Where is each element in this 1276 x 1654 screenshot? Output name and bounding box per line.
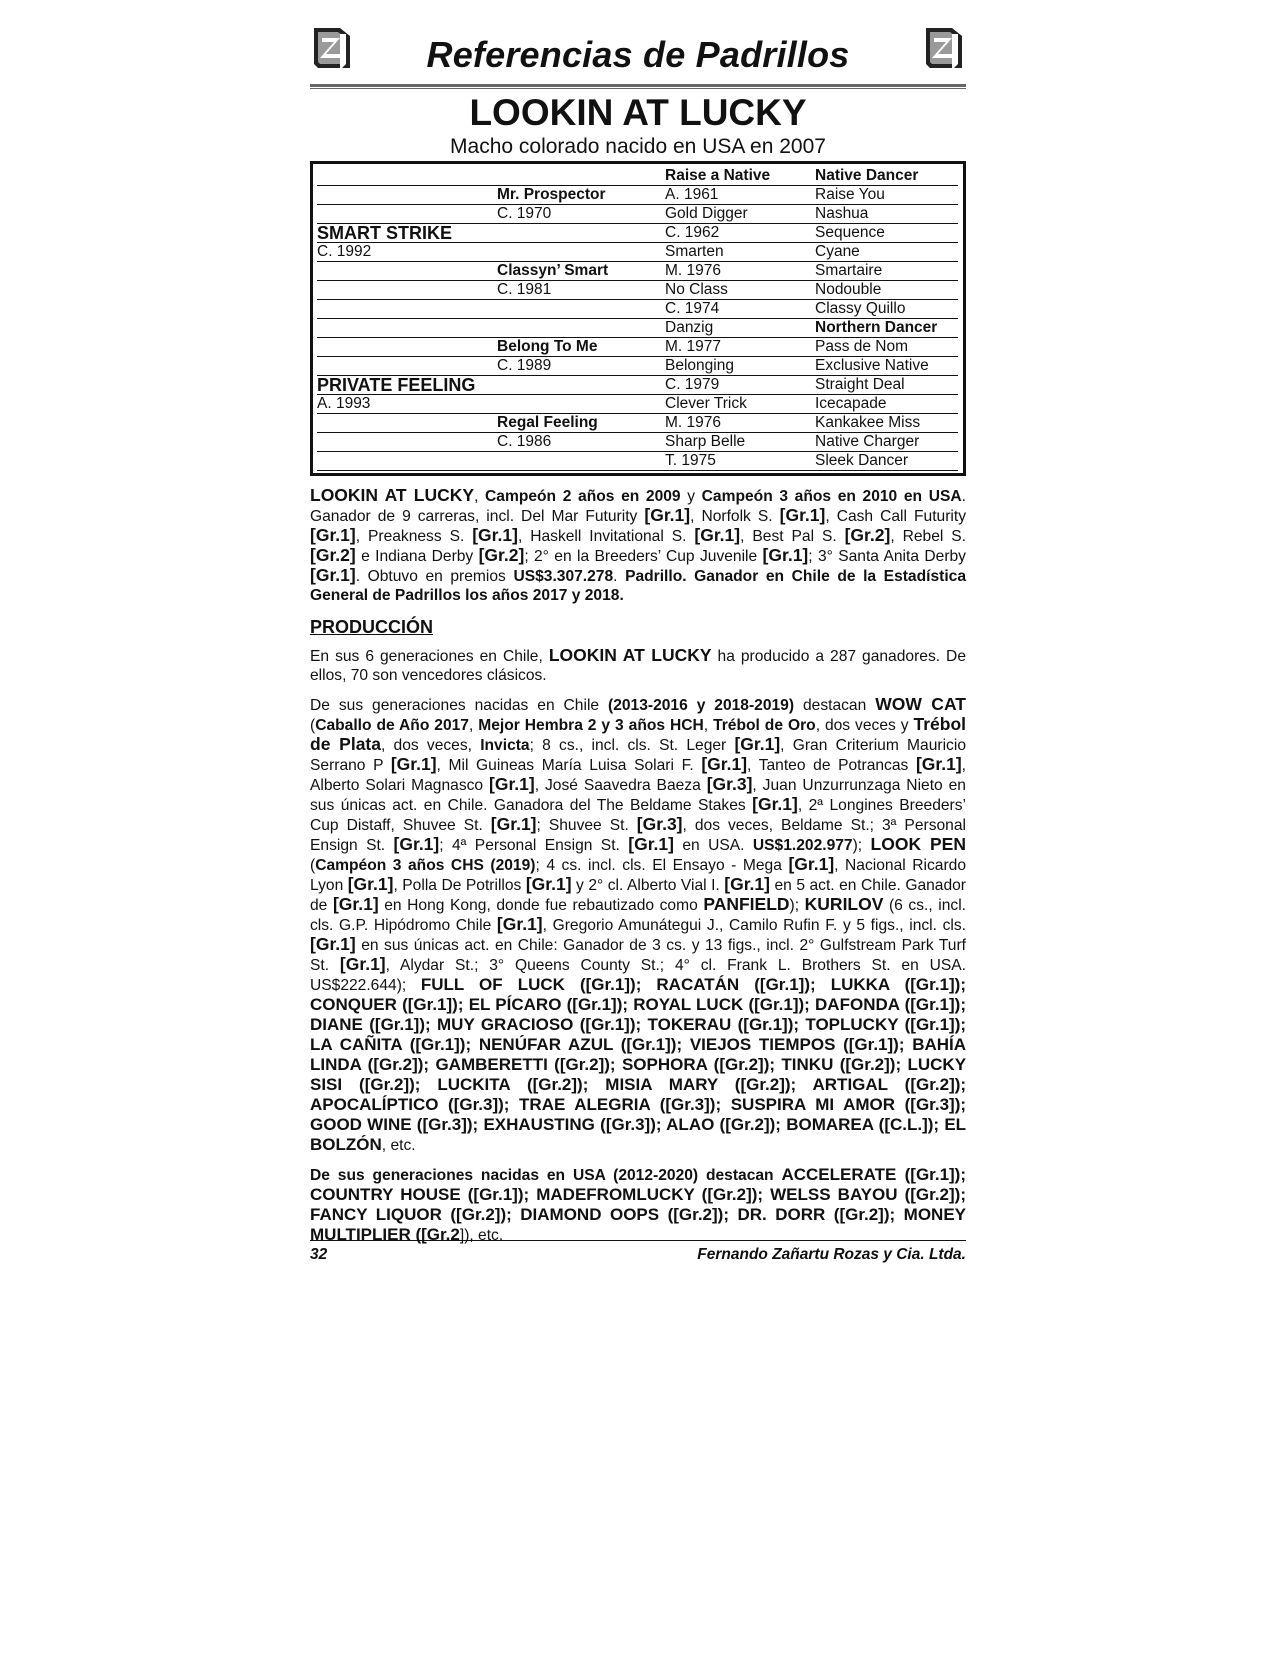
grade: [Gr.1] [339, 954, 386, 974]
text: , Preakness S. [355, 528, 473, 545]
offspring-name: ROYAL LUCK [633, 995, 744, 1014]
pedigree-row [317, 186, 959, 205]
horse-name-inline: LOOKIN AT LUCKY [548, 645, 712, 665]
offspring-name: LUKKA [830, 975, 890, 994]
pedigree-row [317, 243, 959, 262]
offspring-name: FULL OF LUCK [420, 975, 565, 994]
pedigree-cell: Native Charger [815, 433, 958, 452]
pedigree-cell [317, 300, 497, 319]
grade: [Gr.1] [310, 525, 356, 545]
pedigree-cell [317, 262, 497, 281]
text: (6 cs., incl. cls. G.P. Hipódromo Chile [310, 897, 967, 934]
pedigree-cell: Clever Trick [665, 395, 815, 414]
grade: [Gr.1] [572, 995, 617, 1014]
pedigree-cell: C. 1986 [497, 433, 665, 452]
offspring-name: NENÚFAR AZUL [478, 1035, 614, 1054]
pedigree-cell: Regal Feeling [497, 414, 665, 433]
pedigree-cell [317, 414, 497, 433]
grade: [Gr.1] [644, 505, 691, 525]
grade: [Gr.1] [628, 834, 674, 854]
pedigree-cell [317, 433, 497, 452]
text: , dos veces, [381, 737, 481, 754]
pedigree-cell: M. 1976 [665, 414, 815, 433]
grade: [Gr.1] [310, 565, 356, 585]
horse-name-inline: LOOKIN AT LUCKY [310, 485, 475, 505]
pedigree-row [317, 205, 959, 224]
text: . Ganador de 9 carreras, incl. Del Mar Futurity [310, 488, 966, 525]
grade: [Gr.2] [478, 545, 525, 565]
pedigree-cell [497, 300, 665, 319]
pedigree-cell: Smartaire [815, 262, 958, 281]
pedigree-row [317, 319, 959, 338]
pedigree-cell [317, 452, 497, 471]
offspring-name: APOCALÍPTICO [310, 1095, 439, 1114]
text: , [703, 717, 714, 734]
offspring-name: MUY GRACIOSO [437, 1015, 574, 1034]
offspring-name: MISIA MARY [605, 1075, 718, 1094]
grade: [Gr.1] [332, 894, 379, 914]
grade: [Gr.2] [373, 1055, 418, 1074]
footer-company: Fernando Zañartu Rozas y Cia. Ltda. [697, 1246, 966, 1263]
pedigree-cell: Sleek Dancer [815, 452, 958, 471]
stud-logo-icon [922, 24, 966, 72]
pedigree-row [317, 167, 959, 186]
intro-paragraph [310, 486, 966, 605]
offspring-name: WOW CAT [875, 694, 966, 714]
prize: US$3.307.278 [513, 568, 614, 585]
text: en Hong Kong, donde fue rebautizado como [378, 897, 704, 914]
production-paragraph [310, 646, 966, 685]
text: Caballo de Año 2017 [315, 717, 469, 734]
pedigree-cell: Northern Dancer [815, 319, 958, 338]
text: , 2ª Longines Breeders’ Cup Distaff, Shuvee St. [310, 797, 966, 834]
text: , [468, 717, 479, 734]
grade: [Gr.1] [390, 754, 437, 774]
text: , Haskell Invitational S. [517, 528, 695, 545]
grade: [Gr.1] [910, 995, 955, 1014]
grade: [Gr.3] [910, 1095, 955, 1114]
text: , Norfolk S. [690, 508, 780, 525]
text: ha producido a 287 ganadores. De ellos, 70 son vencedores clásicos. [310, 648, 966, 684]
text: ; 4 cs. incl. cls. El Ensayo - Mega [535, 857, 789, 874]
text: (2013-2016 y 2018-2019) [608, 697, 795, 714]
text: en 5 act. en Chile. Ganador de [310, 877, 967, 914]
text: , Juan Unzurrunzaga Nieto en sus únicas act. en Chile. Ganadora del The Beldame Stakes [310, 777, 966, 814]
pedigree-cell: A. 1961 [665, 186, 815, 205]
offspring-name: CONQUER [310, 995, 397, 1014]
text: . Obtuvo en premios [355, 568, 514, 585]
prize: US$1.202.977 [752, 837, 853, 854]
text: ; 8 cs., incl. cls. St. Leger [529, 737, 735, 754]
pedigree-cell [317, 338, 497, 357]
text: De sus generaciones nacidas en Chile [310, 697, 608, 714]
grade: [Gr.1] [525, 874, 572, 894]
grade: [Gr.1] [496, 914, 543, 934]
pedigree-cell [317, 281, 497, 300]
pedigree-cell: A. 1993 [317, 395, 497, 414]
pedigree-row [317, 357, 959, 376]
text: en sus únicas act. en Chile: Ganador de 3 cs. y 13 figs., incl. 2° Gulfstream Park Turf St. [310, 937, 966, 974]
text: , José Saavedra Baeza [534, 777, 707, 794]
grade: [Gr.2] [532, 1075, 578, 1094]
offspring-name: SOPHORA [621, 1055, 708, 1074]
text: ; Shuvee St. [536, 817, 637, 834]
grade: [Gr.1] [759, 975, 805, 994]
pedigree-cell: Straight Deal [815, 376, 958, 395]
pedigree-row [317, 433, 959, 452]
text: , dos veces y [815, 717, 914, 734]
offspring-name: TRAE ALEGRIA [519, 1095, 651, 1114]
section-title: PRODUCCIÓN [310, 617, 434, 637]
text: , Gran Criterium Mauricio Serrano P [310, 737, 966, 774]
pedigree-cell [317, 319, 497, 338]
grade: [Gr.3] [706, 774, 753, 794]
pedigree-cell: M. 1977 [665, 338, 815, 357]
grade: [Gr.1] [694, 525, 741, 545]
pedigree-cell: Nashua [815, 205, 958, 224]
text: , Rebel S. [890, 528, 966, 545]
grade: [Gr.2] [559, 1055, 605, 1074]
text: ; 4ª Personal Ensign St. [439, 837, 629, 854]
text: Campéon 3 años CHS (2019) [315, 857, 536, 874]
text: , dos veces, Beldame St.; 3ª Personal Ensign St. [310, 817, 966, 854]
pedigree-cell: C. 1974 [665, 300, 815, 319]
pedigree-row [317, 414, 959, 433]
text: y [680, 488, 702, 505]
pedigree-cell: C. 1962 [665, 224, 815, 243]
text: ); [852, 837, 871, 854]
text: , Polla De Potrillos [393, 877, 526, 894]
pedigree-cell: SMART STRIKE [317, 224, 497, 243]
grade: [Gr.1] [393, 834, 440, 854]
grade: [Gr.2] [719, 1055, 764, 1074]
text: Mejor Hembra 2 y 3 años HCH [478, 717, 704, 734]
offspring-name: SUSPIRA MI AMOR [730, 1095, 896, 1114]
offspring-name: TOKERAU [647, 1015, 732, 1034]
offspring-name: BAHÍA LINDA [310, 1035, 967, 1074]
grade: [Gr.1] [743, 1015, 788, 1034]
grade: [Gr.2] [910, 1075, 955, 1094]
grade: [Gr.1] [415, 1035, 460, 1054]
pedigree-cell: PRIVATE FEELING [317, 376, 497, 395]
grade: [Gr.1] [734, 734, 781, 754]
text: ( [310, 857, 316, 874]
text: Campeón 3 años en 2010 en USA [701, 488, 962, 505]
usa-paragraph [310, 1165, 966, 1245]
grade: [Gr.1] [788, 854, 835, 874]
offspring-name: EXHAUSTING [483, 1115, 595, 1134]
offspring-name: LUCKY SISI [310, 1055, 967, 1094]
text: , Nacional Ricardo Lyon [310, 857, 966, 894]
text: , Alberto Solari Magnasco [310, 757, 966, 794]
text: , Best Pal S. [740, 528, 845, 545]
footer-rule [310, 1240, 966, 1241]
text: , [474, 488, 486, 505]
offspring-name: GAMBERETTI [435, 1055, 548, 1074]
pedigree-row [317, 224, 959, 243]
grade: [Gr.1] [347, 874, 394, 894]
pedigree-cell [317, 186, 497, 205]
pedigree-cell [317, 357, 497, 376]
grade: [Gr.1] [374, 1015, 420, 1034]
pedigree-cell [497, 395, 665, 414]
pedigree-cell: T. 1975 [665, 452, 815, 471]
grade: [Gr.3] [605, 1115, 651, 1134]
offspring-name: KURILOV [804, 894, 884, 914]
text: Campeón 2 años en 2009 [485, 488, 681, 505]
offspring-name: EL PÍCARO [468, 995, 562, 1014]
header-rule [310, 84, 966, 89]
offspring-name: LUCKITA [437, 1075, 511, 1094]
text: ( [310, 717, 316, 734]
text: Padrillo. Ganador en Chile de la Estadística General de Padrillos los años 2017 y 2018. [310, 568, 967, 604]
text: en USA. [673, 837, 753, 854]
grade: [Gr.1] [310, 934, 356, 954]
pedigree-row [317, 281, 959, 300]
offspring-name: LOOK PEN [870, 834, 966, 854]
pedigree-row [317, 376, 959, 395]
grade: [Gr.1] [490, 814, 537, 834]
offspring-name: DAFONDA [815, 995, 900, 1014]
pedigree-cell: Gold Digger [665, 205, 815, 224]
pedigree-cell [497, 376, 665, 395]
offspring-name: PANFIELD [703, 894, 790, 914]
pedigree-cell: C. 1970 [497, 205, 665, 224]
pedigree-cell: Exclusive Native [815, 357, 958, 376]
pedigree-cell: C. 1989 [497, 357, 665, 376]
pedigree-cell: Nodouble [815, 281, 958, 300]
horse-subtitle: Macho colorado nacido en USA en 2007 [450, 135, 826, 158]
text: , etc. [381, 1137, 416, 1154]
offspring-name: ALAO [666, 1115, 715, 1134]
grade: [Gr.2] [725, 1115, 770, 1134]
text: ; 3° Santa Anita Derby [808, 548, 966, 565]
pedigree-row [317, 452, 959, 471]
pedigree-cell [497, 224, 665, 243]
text: ]), etc. [459, 1227, 504, 1244]
text: y 2° cl. Alberto Vial I. [571, 877, 725, 894]
grade: [C.L.] [884, 1115, 928, 1134]
page-number: 32 [310, 1246, 328, 1263]
offspring-name: EL BOLZÓN [310, 1115, 967, 1154]
pedigree-cell [497, 319, 665, 338]
grade: [Gr.2] [364, 1075, 410, 1094]
offspring-list: FULL OF LUCK ([Gr.1]); RACATÁN ([Gr.1]); LUKKA ([Gr.1]); CONQUER ([Gr.1]); EL PÍCARO ([Gr.1]); ROYAL LUCK ([Gr.1]); DAFONDA ([Gr.1]); DIANE ([Gr.1]); MUY GRACIOSO ([Gr.1]); TOKERAU ([Gr.1]); TOPLUCKY ([Gr.1]); LA CAÑITA ([Gr.1]); NENÚFAR AZUL ([Gr.1]); VIEJOS TIEMPOS ([Gr.1]); BAHÍA LINDA ([Gr.2]); GAMBERETTI ([Gr.2]); SOPHORA ([Gr.2]); TINKU ([Gr.2]); LUCKY SISI ([Gr.2]); LUCKITA ([Gr.2]); MISIA MARY ([Gr.2]); ARTIGAL ([Gr.2]); APOCALÍPTICO ([Gr.3]); TRAE ALEGRIA ([Gr.3]); SUSPIRA MI AMOR ([Gr.3]); GOOD WINE ([Gr.3]); EXHAUSTING ([Gr.3]); ALAO ([Gr.2]); BOMAREA ([C.L.]); EL BOLZÓN [310, 975, 967, 1154]
text: Trébol de Oro [713, 717, 816, 734]
text: . [613, 568, 626, 585]
pedigree-cell: No Class [665, 281, 815, 300]
pedigree-row [317, 338, 959, 357]
grade: [Gr.2] [845, 1055, 890, 1074]
pedigree-row [317, 300, 959, 319]
grade: [Gr.1] [779, 505, 826, 525]
grade: [Gr.1] [910, 975, 955, 994]
text: De sus generaciones nacidas en USA (2012-2020) destacan [310, 1167, 782, 1184]
offspring-name: BOMAREA [786, 1115, 874, 1134]
text: Invicta [480, 737, 530, 754]
grade: [Gr.2] [310, 545, 356, 565]
grade: [Gr.1] [754, 995, 799, 1014]
pedigree-cell: Raise a Native [665, 167, 815, 186]
pedigree-cell: Cyane [815, 243, 958, 262]
offspring-name: TOPLUCKY [805, 1015, 899, 1034]
pedigree-cell: C. 1981 [497, 281, 665, 300]
pedigree-cell: Kankakee Miss [815, 414, 958, 433]
text: e Indiana Derby [355, 548, 479, 565]
pedigree-cell: Belong To Me [497, 338, 665, 357]
pedigree-cell [497, 452, 665, 471]
text: En sus 6 generaciones en Chile, [310, 648, 549, 665]
offspring-name: GOOD WINE [310, 1115, 412, 1134]
offspring-name: RACATÁN [656, 975, 740, 994]
text: , Gregorio Amunátegui J., Camilo Rufin F. y 5 figs., incl. cls. [542, 917, 967, 934]
text: Trébol de Plata [310, 714, 966, 754]
grade: [Gr.1] [752, 794, 798, 814]
grade: [Gr.1] [472, 525, 518, 545]
text: destacan [794, 697, 876, 714]
page [310, 18, 966, 1245]
pedigree-cell: Danzig [665, 319, 815, 338]
grade: [Gr.3] [665, 1095, 710, 1114]
grade: [Gr.1] [585, 1015, 630, 1034]
pedigree-cell [317, 205, 497, 224]
grade: [Gr.1] [701, 754, 748, 774]
pedigree-cell [497, 243, 665, 262]
pedigree-cell: C. 1992 [317, 243, 497, 262]
offspring-name: LA CAÑITA [310, 1035, 403, 1054]
grade: [Gr.1] [724, 874, 770, 894]
text: , Cash Call Futurity [825, 508, 966, 525]
text: , Mil Guineas María Luisa Solari F. [436, 757, 702, 774]
pedigree-cell: Smarten [665, 243, 815, 262]
grade: [Gr.1] [762, 545, 809, 565]
grade: [Gr.1] [489, 774, 535, 794]
pedigree-cell: Raise You [815, 186, 958, 205]
pedigree-cell: C. 1979 [665, 376, 815, 395]
grade: [Gr.1] [910, 1015, 955, 1034]
grade: [Gr.3] [422, 1115, 467, 1134]
grade: [Gr.1] [585, 975, 631, 994]
header-title: Referencias de Padrillos [426, 34, 850, 75]
offspring-name: TINKU [781, 1055, 834, 1074]
pedigree-cell: M. 1976 [665, 262, 815, 281]
page-header [310, 18, 966, 80]
grade: [Gr.1] [407, 995, 453, 1014]
grade: [Gr.3] [636, 814, 683, 834]
pedigree-cell: Classy Quillo [815, 300, 958, 319]
grade: [Gr.1] [915, 754, 962, 774]
pedigree-cell: Icecapade [815, 395, 958, 414]
text: , Tanteo de Potrancas [747, 757, 916, 774]
pedigree-row [317, 262, 959, 281]
pedigree-cell: Sharp Belle [665, 433, 815, 452]
grade: [Gr.1] [626, 1035, 671, 1054]
pedigree-row [317, 395, 959, 414]
offspring-name: VIEJOS TIEMPOS [689, 1035, 836, 1054]
text: ; 2° en la Breeders’ Cup Juvenile [524, 548, 763, 565]
pedigree-cell [497, 167, 665, 186]
grade: [Gr.2] [844, 525, 891, 545]
chile-paragraph [310, 695, 966, 1155]
grade: [Gr.3] [453, 1095, 499, 1114]
pedigree-cell: Classyn’ Smart [497, 262, 665, 281]
offspring-name: DIANE [310, 1015, 363, 1034]
pedigree-table [310, 161, 966, 476]
offspring-name: ARTIGAL [812, 1075, 888, 1094]
pedigree-cell: Pass de Nom [815, 338, 958, 357]
pedigree-cell [317, 167, 497, 186]
pedigree-cell: Sequence [815, 224, 958, 243]
horse-name: LOOKIN AT LUCKY [469, 92, 807, 133]
pedigree-cell: Belonging [665, 357, 815, 376]
text: ); [789, 897, 805, 914]
grade: [Gr.2] [740, 1075, 785, 1094]
offspring-list: ACCELERATE ([Gr.1]); COUNTRY HOUSE ([Gr.1]); MADEFROMLUCKY ([Gr.2]); WELSS BAYOU ([Gr.2]); FANCY LIQUOR ([Gr.2]); DIAMOND OOPS ([Gr.2]); DR. DORR ([Gr.2]); MONEY MULTIPLIER ([Gr.2 [310, 1165, 967, 1244]
pedigree-cell: Mr. Prospector [497, 186, 665, 205]
pedigree-cell: Native Dancer [815, 167, 958, 186]
grade: [Gr.1] [848, 1035, 894, 1054]
text: , Alydar St.; 3° Queens County St.; 4° cl. Frank L. Brothers St. en USA. US$222.644); [310, 957, 966, 994]
